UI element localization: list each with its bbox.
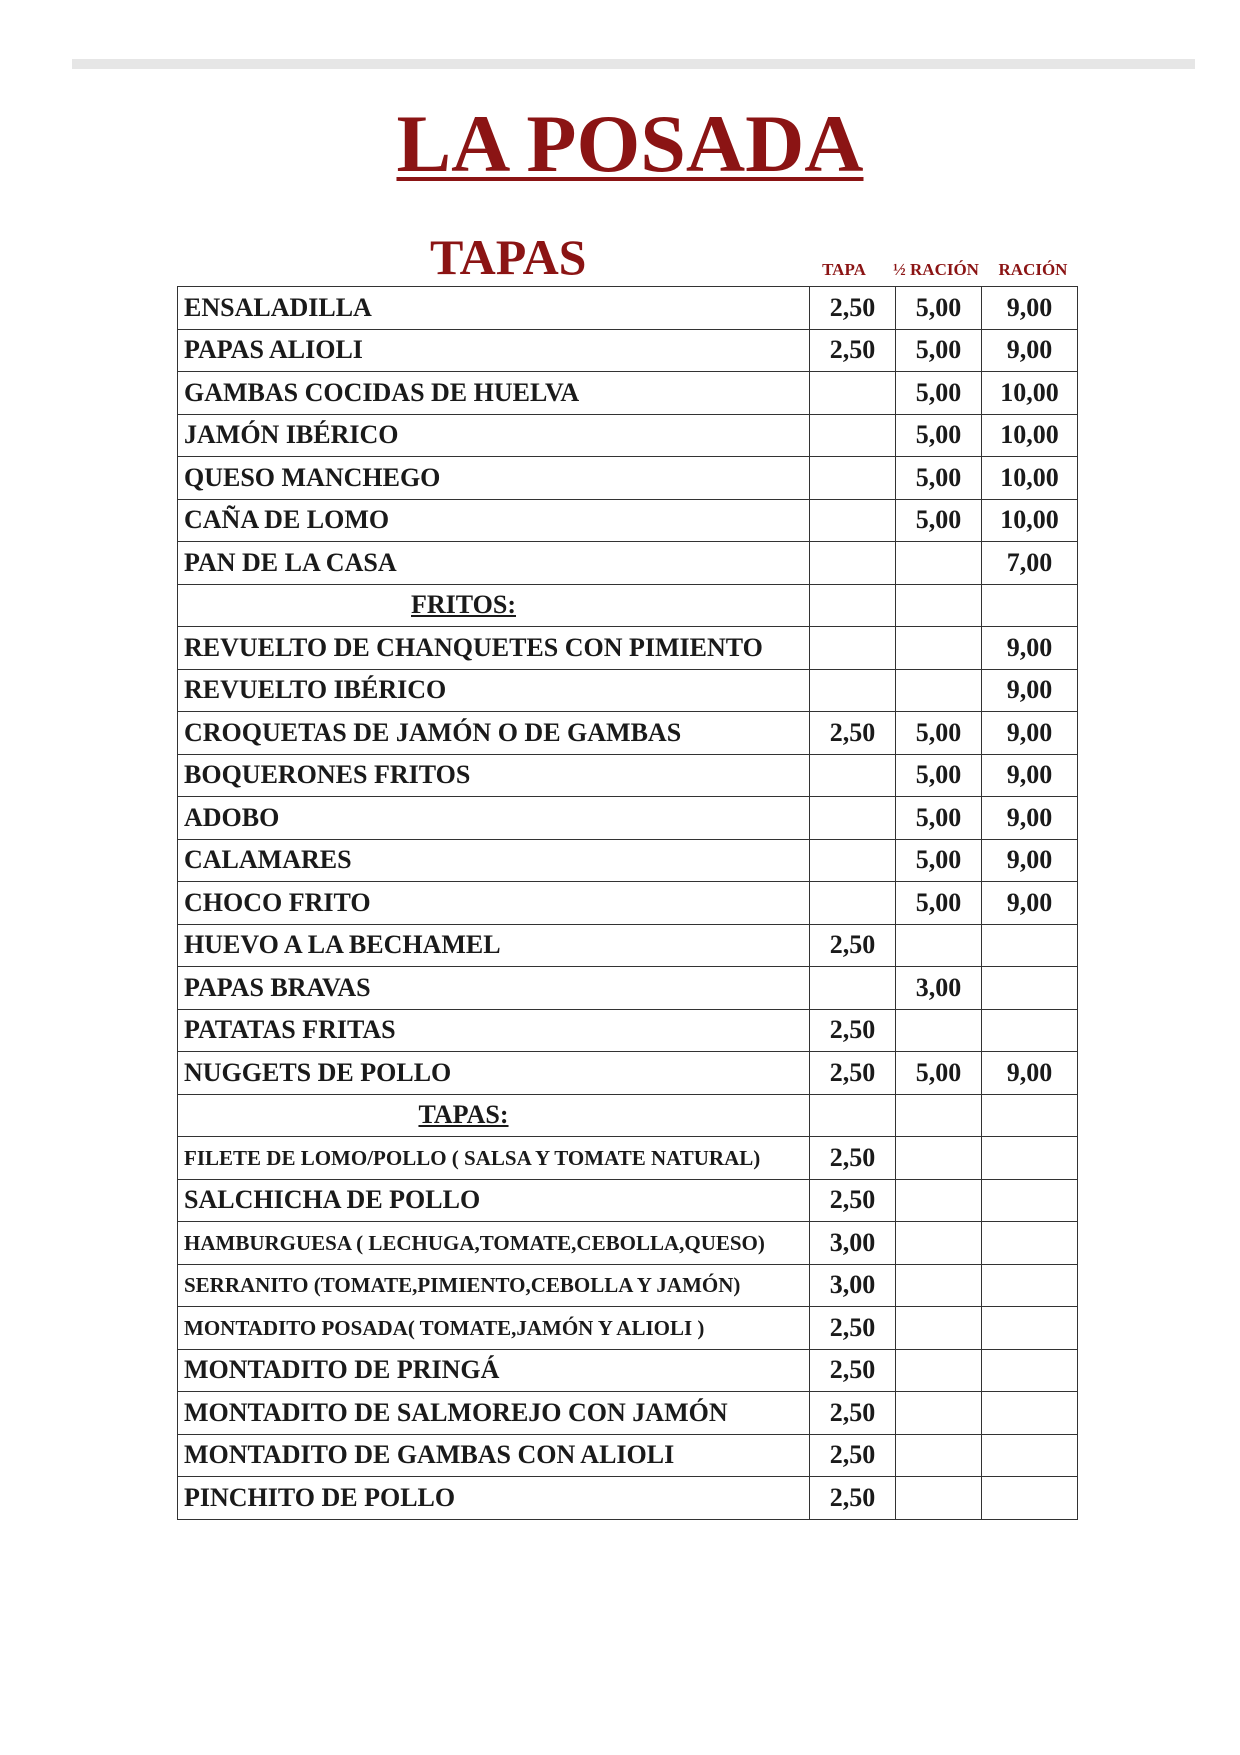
price-half [896, 1477, 982, 1520]
price-racion: 9,00 [982, 882, 1078, 925]
price-half [896, 1264, 982, 1307]
price-tapa [810, 414, 896, 457]
price-tapa: 2,50 [810, 1477, 896, 1520]
price-racion: 10,00 [982, 372, 1078, 415]
menu-item-row [178, 287, 1078, 330]
price-racion: 10,00 [982, 499, 1078, 542]
item-name: HAMBURGUESA ( LECHUGA,TOMATE,CEBOLLA,QUESO) [178, 1222, 810, 1265]
item-name: ENSALADILLA [178, 287, 810, 330]
price-half: 5,00 [896, 1052, 982, 1095]
price-tapa: 2,50 [810, 1392, 896, 1435]
menu-item-row [178, 1434, 1078, 1477]
price-racion: 7,00 [982, 542, 1078, 585]
item-name: QUESO MANCHEGO [178, 457, 810, 500]
price-half: 5,00 [896, 882, 982, 925]
price-racion [982, 967, 1078, 1010]
item-name: BOQUERONES FRITOS [178, 754, 810, 797]
price-half: 5,00 [896, 712, 982, 755]
menu-item-row [178, 1179, 1078, 1222]
price-tapa: 2,50 [810, 287, 896, 330]
price-racion: 9,00 [982, 839, 1078, 882]
item-name: PAPAS BRAVAS [178, 967, 810, 1010]
item-name: PINCHITO DE POLLO [178, 1477, 810, 1520]
menu-item-row [178, 1264, 1078, 1307]
menu-item-row [178, 1137, 1078, 1180]
restaurant-name: LA POSADA [396, 98, 864, 189]
price-tapa [810, 839, 896, 882]
price-half: 5,00 [896, 499, 982, 542]
menu-item-row [178, 967, 1078, 1010]
item-name: MONTADITO DE PRINGÁ [178, 1349, 810, 1392]
price-racion [982, 1477, 1078, 1520]
price-half: 5,00 [896, 457, 982, 500]
price-racion: 9,00 [982, 797, 1078, 840]
menu-section-row [178, 584, 1078, 627]
price-tapa: 2,50 [810, 712, 896, 755]
price-racion [982, 1307, 1078, 1350]
section-heading: TAPAS: [178, 1094, 810, 1137]
menu-item-row [178, 627, 1078, 670]
price-half [896, 1349, 982, 1392]
price-racion [982, 1009, 1078, 1052]
price-tapa [810, 882, 896, 925]
item-name: CALAMARES [178, 839, 810, 882]
price-racion: 9,00 [982, 754, 1078, 797]
menu-item-row [178, 1222, 1078, 1265]
menu-item-row [178, 372, 1078, 415]
menu-item-row [178, 542, 1078, 585]
item-name: PATATAS FRITAS [178, 1009, 810, 1052]
menu-section-row [178, 1094, 1078, 1137]
item-name: NUGGETS DE POLLO [178, 1052, 810, 1095]
item-name: FILETE DE LOMO/POLLO ( SALSA Y TOMATE NATURAL) [178, 1137, 810, 1180]
item-name: SERRANITO (TOMATE,PIMIENTO,CEBOLLA Y JAMÓN) [178, 1264, 810, 1307]
item-name: REVUELTO IBÉRICO [178, 669, 810, 712]
item-name: CAÑA DE LOMO [178, 499, 810, 542]
menu-item-row [178, 754, 1078, 797]
item-name: PAN DE LA CASA [178, 542, 810, 585]
price-racion [982, 1264, 1078, 1307]
menu-item-row [178, 1307, 1078, 1350]
menu-item-row [178, 329, 1078, 372]
section-title: TAPAS [430, 229, 587, 285]
price-tapa [810, 627, 896, 670]
price-half [896, 1307, 982, 1350]
price-tapa: 2,50 [810, 1307, 896, 1350]
price-half [896, 542, 982, 585]
item-name: CROQUETAS DE JAMÓN O DE GAMBAS [178, 712, 810, 755]
price-racion [982, 1392, 1078, 1435]
menu-item-row [178, 1009, 1078, 1052]
top-divider [72, 59, 1195, 69]
price-half [896, 1434, 982, 1477]
price-racion [982, 1434, 1078, 1477]
price-tapa [810, 499, 896, 542]
price-racion: 10,00 [982, 414, 1078, 457]
price-tapa: 2,50 [810, 1009, 896, 1052]
price-racion: 9,00 [982, 287, 1078, 330]
price-racion [982, 1222, 1078, 1265]
price-half [896, 924, 982, 967]
price-half [896, 1179, 982, 1222]
menu-item-row [178, 882, 1078, 925]
price-racion: 9,00 [982, 329, 1078, 372]
column-header-tapa: TAPA [822, 260, 866, 279]
menu-item-row [178, 1349, 1078, 1392]
price-half [896, 584, 982, 627]
price-tapa: 2,50 [810, 329, 896, 372]
column-header-half-racion: ½ RACIÓN [893, 260, 979, 279]
item-name: REVUELTO DE CHANQUETES CON PIMIENTO [178, 627, 810, 670]
section-heading: FRITOS: [178, 584, 810, 627]
price-tapa [810, 967, 896, 1010]
price-racion: 9,00 [982, 712, 1078, 755]
item-name: SALCHICHA DE POLLO [178, 1179, 810, 1222]
menu-item-row [178, 457, 1078, 500]
price-racion [982, 924, 1078, 967]
item-name: ADOBO [178, 797, 810, 840]
item-name: JAMÓN IBÉRICO [178, 414, 810, 457]
price-racion [982, 1179, 1078, 1222]
price-half: 5,00 [896, 372, 982, 415]
price-tapa: 2,50 [810, 924, 896, 967]
menu-table-body [178, 287, 1078, 1520]
price-half: 5,00 [896, 839, 982, 882]
price-half [896, 1137, 982, 1180]
price-half [896, 1222, 982, 1265]
menu-item-row [178, 712, 1078, 755]
price-half [896, 1009, 982, 1052]
price-tapa [810, 584, 896, 627]
price-half [896, 1392, 982, 1435]
price-racion [982, 1349, 1078, 1392]
price-half: 5,00 [896, 414, 982, 457]
price-racion: 9,00 [982, 627, 1078, 670]
item-name: GAMBAS COCIDAS DE HUELVA [178, 372, 810, 415]
price-racion [982, 1137, 1078, 1180]
item-name: PAPAS ALIOLI [178, 329, 810, 372]
price-half [896, 1094, 982, 1137]
menu-item-row [178, 839, 1078, 882]
price-half: 5,00 [896, 754, 982, 797]
menu-item-row [178, 924, 1078, 967]
item-name: MONTADITO DE GAMBAS CON ALIOLI [178, 1434, 810, 1477]
price-half: 5,00 [896, 287, 982, 330]
price-half [896, 627, 982, 670]
menu-item-row [178, 797, 1078, 840]
column-header-racion: RACIÓN [998, 260, 1068, 279]
price-tapa [810, 542, 896, 585]
price-racion [982, 1094, 1078, 1137]
menu-item-row [178, 1392, 1078, 1435]
price-tapa [810, 669, 896, 712]
price-tapa [810, 754, 896, 797]
price-tapa: 2,50 [810, 1179, 896, 1222]
price-half: 3,00 [896, 967, 982, 1010]
price-tapa [810, 797, 896, 840]
item-name: MONTADITO POSADA( TOMATE,JAMÓN Y ALIOLI ) [178, 1307, 810, 1350]
price-racion: 9,00 [982, 1052, 1078, 1095]
price-racion: 10,00 [982, 457, 1078, 500]
price-half [896, 669, 982, 712]
price-tapa: 2,50 [810, 1137, 896, 1180]
item-name: CHOCO FRITO [178, 882, 810, 925]
menu-item-row [178, 414, 1078, 457]
menu-item-row [178, 1052, 1078, 1095]
item-name: HUEVO A LA BECHAMEL [178, 924, 810, 967]
menu-item-row [178, 499, 1078, 542]
price-half: 5,00 [896, 797, 982, 840]
price-tapa: 2,50 [810, 1349, 896, 1392]
price-tapa [810, 1094, 896, 1137]
item-name: MONTADITO DE SALMOREJO CON JAMÓN [178, 1392, 810, 1435]
price-tapa: 2,50 [810, 1052, 896, 1095]
price-tapa [810, 457, 896, 500]
price-racion: 9,00 [982, 669, 1078, 712]
menu-item-row [178, 1477, 1078, 1520]
price-racion [982, 584, 1078, 627]
menu-item-row [178, 669, 1078, 712]
price-tapa: 3,00 [810, 1222, 896, 1265]
menu-table [177, 286, 1078, 1520]
price-tapa: 3,00 [810, 1264, 896, 1307]
price-tapa: 2,50 [810, 1434, 896, 1477]
price-tapa [810, 372, 896, 415]
price-half: 5,00 [896, 329, 982, 372]
